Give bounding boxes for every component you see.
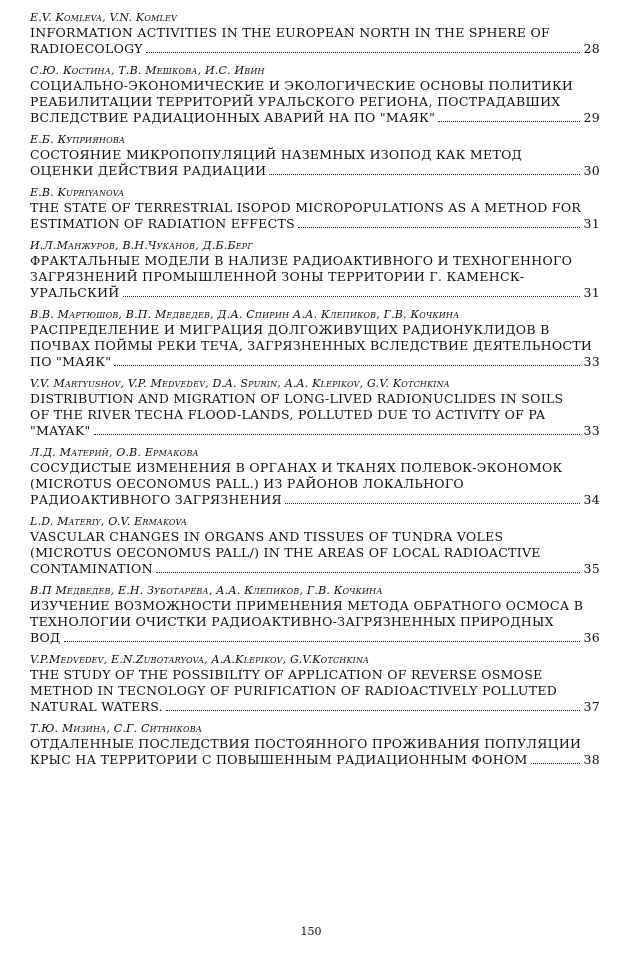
toc-entry-title-line: ОТДАЛЕННЫЕ ПОСЛЕДСТВИЯ ПОСТОЯННОГО ПРОЖИВАНИЯ ПОПУЛЯЦИИ [30,736,582,751]
toc-entry [30,721,600,768]
toc-entry-title-line [30,354,600,370]
toc-entry-authors: Т.Ю. Мизина, С.Г. Ситникова [30,722,203,735]
toc-entry-title-line: THE STATE OF TERRESTRIAL ISOPOD MICROPOPULATIONS AS A METHOD FOR [30,200,582,215]
toc-entry [30,307,600,370]
toc-entry-authors: С.Ю. Костина, Т.В. Мешкова, И.С. Ивин [30,64,265,77]
toc-entry [30,583,600,646]
toc-entry-authors: V.P.Medvedev, E.N.Zubotaryova, A.A.Klepikov, G.V.Kotchkina [30,653,370,666]
toc-entry-page: 28 [583,41,600,56]
dot-leader [269,174,580,175]
toc-entry [30,10,600,57]
toc-entry [30,445,600,508]
toc-entry-title-line [30,699,600,715]
dot-leader [438,121,580,122]
toc-entry-title-line: ФРАКТАЛЬНЫЕ МОДЕЛИ В НАЛИЗЕ РАДИОАКТИВНОГО И ТЕХНОГЕННОГО [30,253,573,268]
toc-entry-title-line [30,41,600,57]
toc-entry-title-line: СОСУДИСТЫЕ ИЗМЕНЕНИЯ В ОРГАНАХ И ТКАНЯХ ПОЛЕВОК-ЭКОНОМОК [30,460,563,475]
dot-leader [94,434,581,435]
toc-entry-title-line [30,216,600,232]
dot-leader [531,763,581,764]
toc-entry-title-text: УРАЛЬСКИЙ [30,285,120,300]
toc-entry-title-line [30,492,600,508]
toc-entry-title-text: ESTIMATION OF RADIATION EFFECTS [30,216,295,231]
dot-leader [146,52,581,53]
toc-entry-title-line [30,285,600,301]
toc-entry-authors: И.Л.Манжуров, В.Н.Чуканов, Д.Б.Берг [30,239,253,252]
dot-leader [114,365,580,366]
toc-entry [30,185,600,232]
toc-entry-authors: Л.Д. Материй, О.В. Ермакова [30,446,199,459]
toc-entry-authors: E.B. Kupriyanova [30,186,125,199]
toc-entry-title-line: СОСТОЯНИЕ МИКРОПОПУЛЯЦИЙ НАЗЕМНЫХ ИЗОПОД КАК МЕТОД [30,147,523,162]
toc-entry [30,132,600,179]
toc-entry [30,238,600,301]
toc-entry-title-line: DISTRIBUTION AND MIGRATION OF LONG-LIVED RADIONUCLIDES IN SOILS [30,391,564,406]
dot-leader [166,710,581,711]
dot-leader [64,641,581,642]
toc-entry-page: 34 [583,492,600,507]
toc-entry-page: 33 [583,423,600,438]
toc-entry-title-line: СОЦИАЛЬНО-ЭКОНОМИЧЕСКИЕ И ЭКОЛОГИЧЕСКИЕ ОСНОВЫ ПОЛИТИКИ [30,78,574,93]
toc-entry-title-line [30,630,600,646]
toc-entry-authors: E.V. Komleva, V.N. Komlev [30,11,177,24]
toc-entry-title-line: METHOD IN TECNOLOGY OF PURIFICATION OF RADIOACTIVELY POLLUTED [30,683,558,698]
toc-entry-title-text: NATURAL WATERS. [30,699,163,714]
toc-entry-authors: L.D. Materiy, O.V. Ermakova [30,515,187,528]
toc-entry-title-line [30,561,600,577]
toc-entry-title-line: (MICROTUS OECONOMUS PALL.) ИЗ РАЙОНОВ ЛОКАЛЬНОГО [30,476,464,491]
toc-entry-title-line: ИЗУЧЕНИЕ ВОЗМОЖНОСТИ ПРИМЕНЕНИЯ МЕТОДА ОБРАТНОГО ОСМОСА В [30,598,584,613]
toc-entry-title-line: ПОЧВАХ ПОЙМЫ РЕКИ ТЕЧА, ЗАГРЯЗНЕННЫХ ВСЛЕДСТВИЕ ДЕЯТЕЛЬНОСТИ [30,338,593,353]
toc-entry-title-text: КРЫС НА ТЕРРИТОРИИ С ПОВЫШЕННЫМ РАДИАЦИОННЫМ ФОНОМ [30,752,528,767]
toc-entry-title-text: ВСЛЕДСТВИЕ РАДИАЦИОННЫХ АВАРИЙ НА ПО "МАЯК" [30,110,436,125]
toc-entry-title-line [30,752,600,768]
toc-entry-page: 31 [583,216,600,231]
toc-entry-title-line [30,163,600,179]
toc-entry-title-text: RADIOECOLOGY [30,41,143,56]
toc-entry-title-line [30,423,600,439]
toc-entry-title-line: (MICROTUS OECONOMUS PALL/) IN THE AREAS OF LOCAL RADIOACTIVE [30,545,541,560]
toc-entry-page: 35 [583,561,600,576]
toc-entry [30,376,600,439]
toc-entry-page: 33 [583,354,600,369]
toc-entry-title-line: VASCULAR CHANGES IN ORGANS AND TISSUES OF TUNDRA VOLES [30,529,504,544]
toc-entry-authors: В.В. Мартюшов, В.П. Медведев, Д.А. Спирин А.А. Клепиков, Г.В. Кочкина [30,308,460,321]
toc-entry-title-line: ТЕХНОЛОГИИ ОЧИСТКИ РАДИОАКТИВНО-ЗАГРЯЗНЕННЫХ ПРИРОДНЫХ [30,614,554,629]
page-number: 150 [300,925,322,938]
toc-entry-title-line: ЗАГРЯЗНЕНИЙ ПРОМЫШЛЕННОЙ ЗОНЫ ТЕРРИТОРИИ Г. КАМЕНСК- [30,269,525,284]
toc-entry-page: 31 [583,285,600,300]
dot-leader [298,227,581,228]
table-of-contents [30,10,600,774]
toc-entry-authors: В.П Медведев, Е.Н. Зуботарева, А.А. Клепиков, Г.В. Кочкина [30,584,383,597]
toc-entry-page: 36 [583,630,600,645]
toc-entry-title-line [30,110,600,126]
toc-entry-page: 37 [583,699,600,714]
toc-entry-title-line: OF THE RIVER TECHA FLOOD-LANDS, POLLUTED DUE TO ACTIVITY OF PA [30,407,546,422]
toc-entry-title-text: ВОД [30,630,61,645]
toc-entry [30,63,600,126]
toc-entry-title-line: РАСПРЕДЕЛЕНИЕ И МИГРАЦИЯ ДОЛГОЖИВУЩИХ РАДИОНУКЛИДОВ В [30,322,550,337]
dot-leader [123,296,581,297]
toc-entry-title-line: THE STUDY OF THE POSSIBILITY OF APPLICATION OF REVERSE OSMOSE [30,667,543,682]
toc-entry-title-line: РЕАБИЛИТАЦИИ ТЕРРИТОРИЙ УРАЛЬСКОГО РЕГИОНА, ПОСТРАДАВШИХ [30,94,561,109]
toc-entry-page: 30 [583,163,600,178]
toc-entry-title-text: ПО "МАЯК" [30,354,112,369]
toc-entry-page: 38 [583,752,600,767]
toc-entry [30,514,600,577]
toc-entry-title-text: CONTAMINATION [30,561,153,576]
dot-leader [156,572,581,573]
toc-entry-page: 29 [583,110,600,125]
toc-entry-title-text: ОЦЕНКИ ДЕЙСТВИЯ РАДИАЦИИ [30,163,267,178]
toc-entry-title-text: "MAYAK" [30,423,91,438]
toc-entry-title-text: РАДИОАКТИВНОГО ЗАГРЯЗНЕНИЯ [30,492,282,507]
toc-entry [30,652,600,715]
toc-entry-authors: Е.Б. Куприянова [30,133,126,146]
toc-entry-title-line: INFORMATION ACTIVITIES IN THE EUROPEAN NORTH IN THE SPHERE OF [30,25,551,40]
toc-entry-authors: V.V. Martyushov, V.P. Medvedev, D.A. Spurin, A.A. Klepikov, G.V. Kotchkina [30,377,450,390]
dot-leader [285,503,581,504]
